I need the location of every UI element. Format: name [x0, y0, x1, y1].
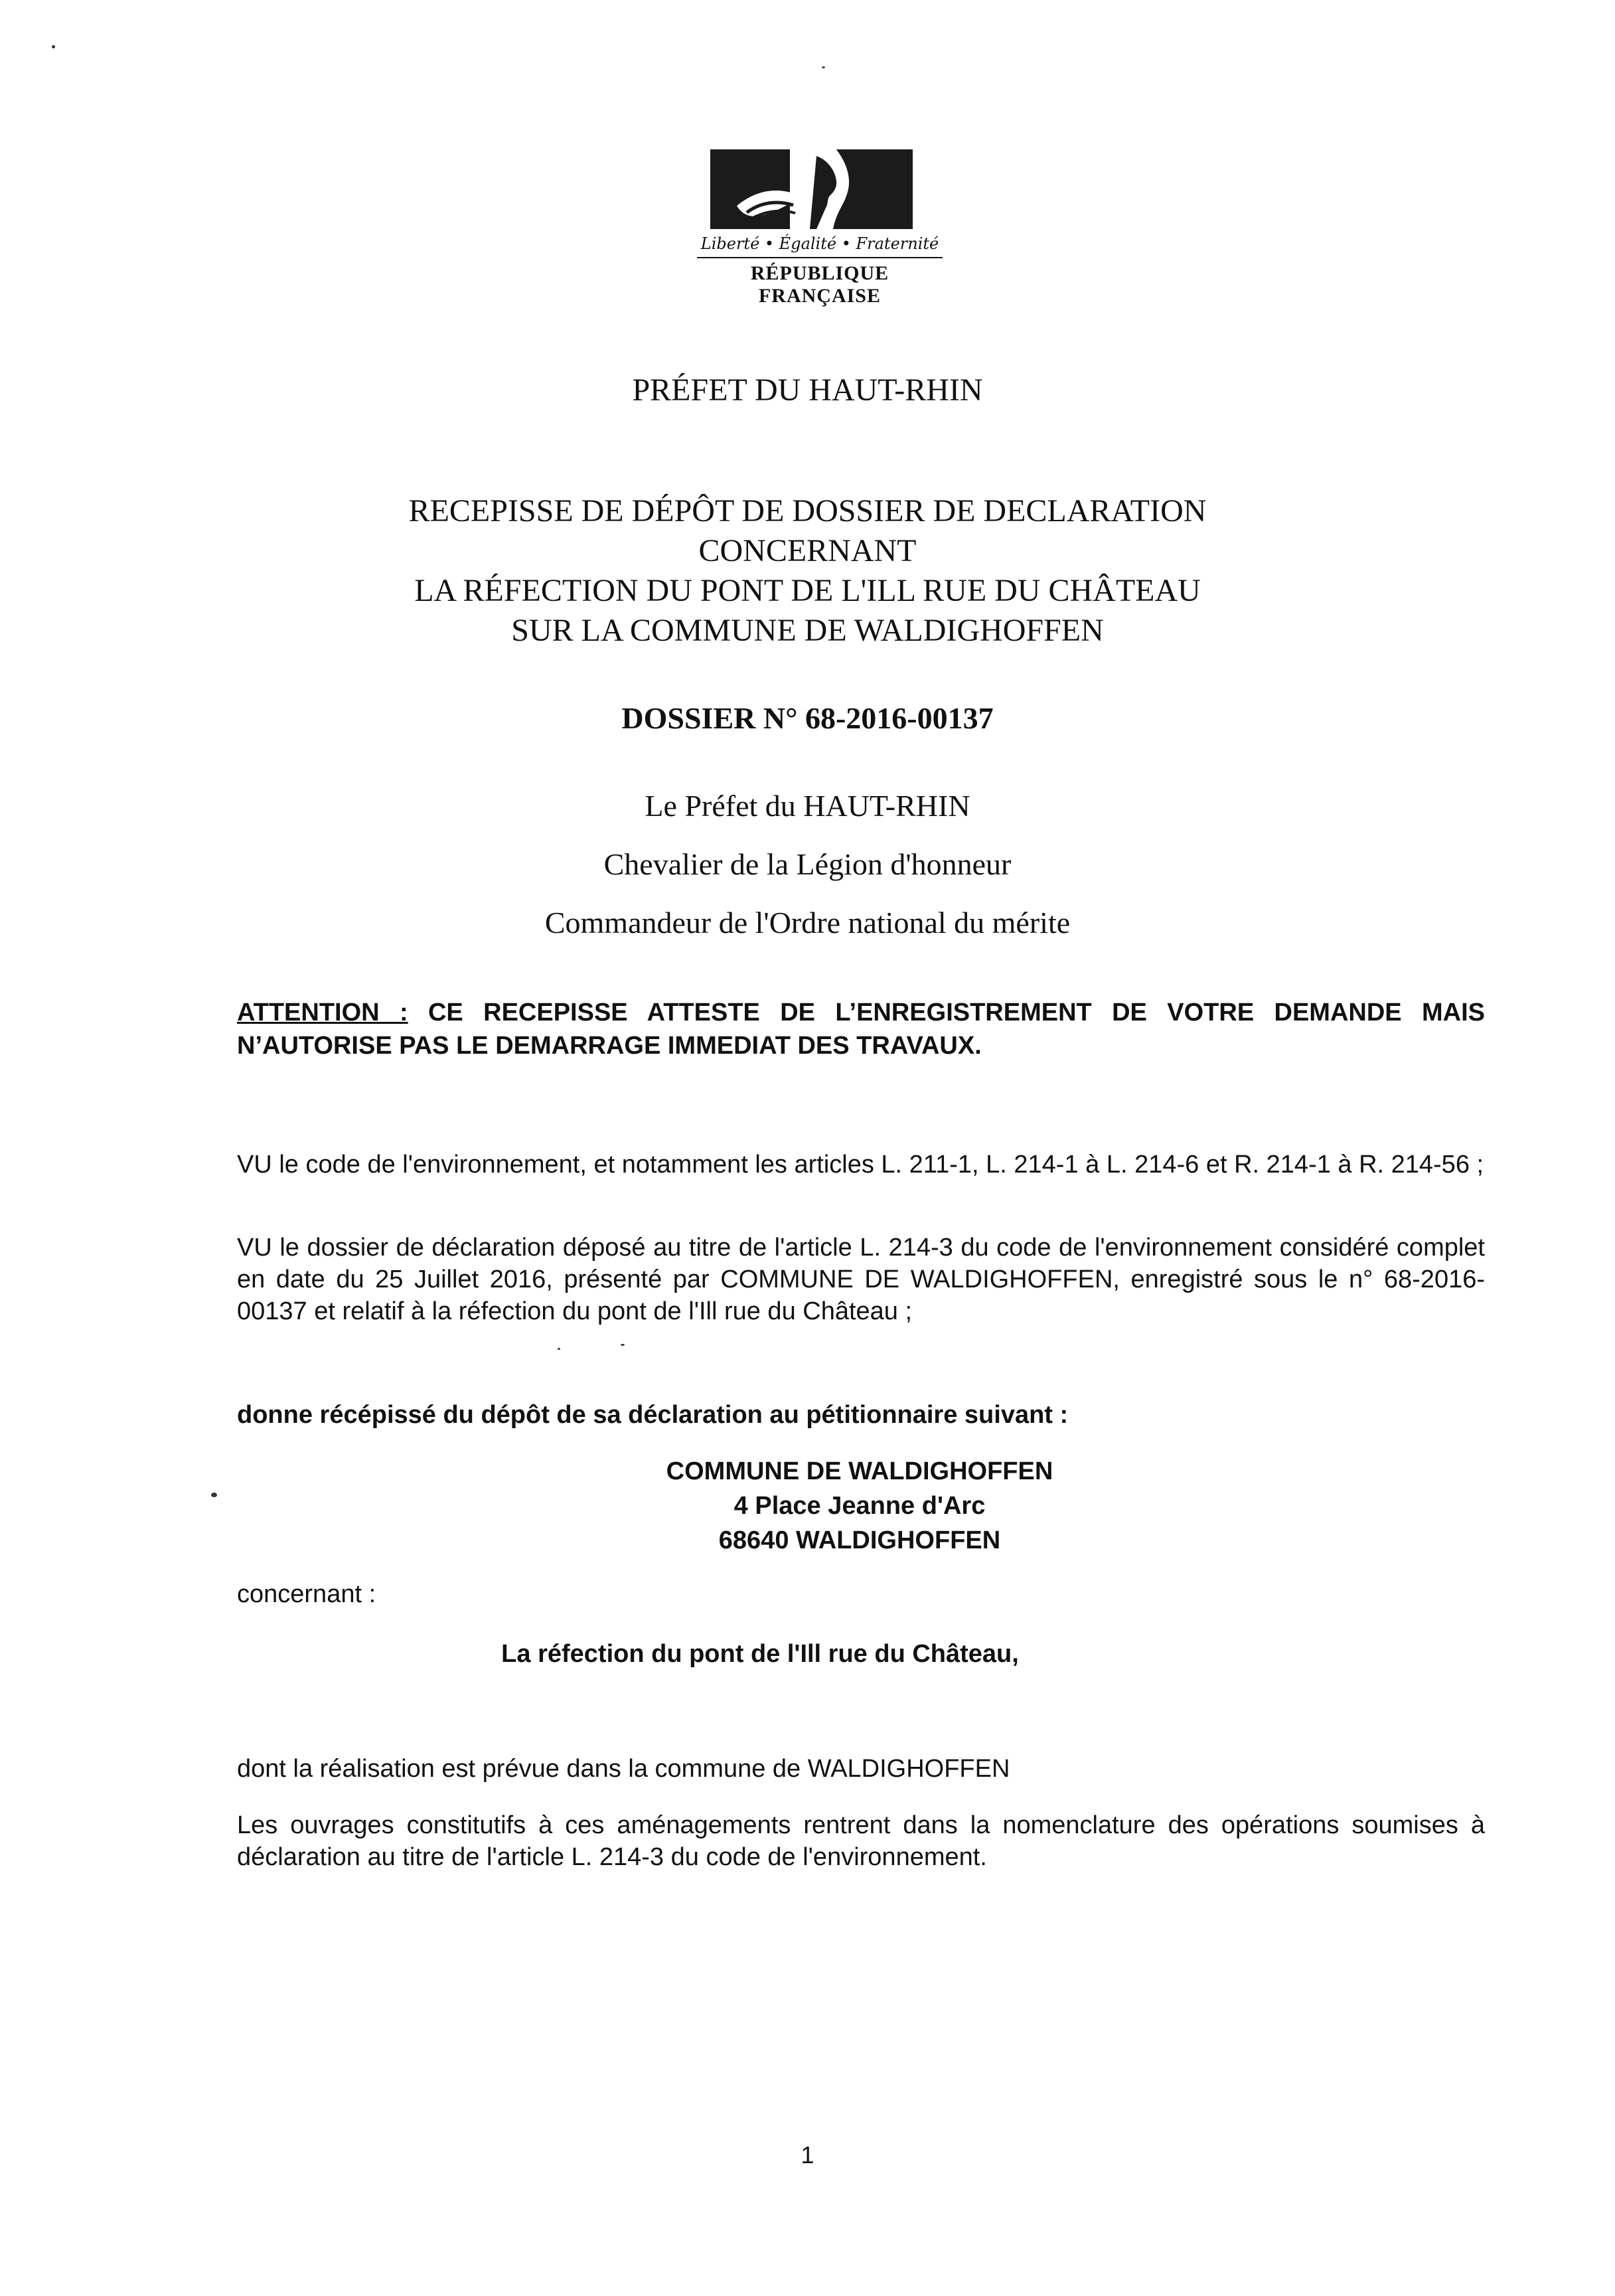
authority-block [0, 777, 1615, 952]
scan-speck [621, 1344, 625, 1346]
petitioner-city: 68640 WALDIGHOFFEN [718, 1526, 1001, 1554]
petitioner-address [0, 1454, 1615, 1558]
authority-line: Commandeur de l'Ordre national du mérite [544, 906, 1071, 940]
page-number: 1 [801, 2141, 814, 2169]
republic-name: RÉPUBLIQUE FRANÇAISE [750, 262, 889, 307]
scan-speck [822, 66, 825, 68]
attention-notice [237, 996, 1485, 1062]
vu-paragraph: VU le code de l'environnement, et notamment les articles L. 211-1, L. 214-1 à L. 214-6 et R. 214-1 à R. 214-56 ; [237, 1151, 1484, 1179]
marianne-emblem [710, 149, 913, 229]
document-title [0, 491, 1615, 651]
title-line: LA RÉFECTION DU PONT DE L'ILL RUE DU CHÂTEAU [414, 573, 1201, 608]
donne-statement: donne récépissé du dépôt de sa déclaration au pétitionnaire suivant : [237, 1401, 1069, 1429]
authority-line: Chevalier de la Légion d'honneur [603, 847, 1012, 881]
scan-speck [211, 1493, 217, 1497]
prefecture-heading: PRÉFET DU HAUT-RHIN [632, 372, 983, 408]
nomenclature-paragraph: Les ouvrages constitutifs à ces aménagements rentrent dans la nomenclature des opérations soumises à déclaration au titre de l'article L. 214-3 du code de l'environnement. [237, 1811, 1485, 1871]
republic-motto: Liberté • Égalité • Fraternité [700, 234, 939, 253]
motto-divider [697, 257, 943, 258]
attention-text: CE RECEPISSE ATTESTE DE L’ENREGISTREMENT DE VOTRE DEMANDE MAIS N’AUTORISE PAS LE DEMARRAGE IMMEDIAT DES TRAVAUX. [237, 999, 1485, 1060]
petitioner-name: COMMUNE DE WALDIGHOFFEN [666, 1457, 1053, 1485]
attention-label: ATTENTION : [237, 999, 408, 1026]
petitioner-street: 4 Place Jeanne d'Arc [733, 1492, 986, 1520]
title-line: CONCERNANT [698, 533, 917, 568]
scan-speck [52, 45, 55, 48]
concernant-label: concernant : [237, 1580, 376, 1608]
authority-line: Le Préfet du HAUT-RHIN [645, 789, 970, 823]
vu-paragraph: VU le dossier de déclaration déposé au titre de l'article L. 214-3 du code de l'environnement considéré complet en date du 25 Juillet 2016, présenté par COMMUNE DE WALDIGHOFFEN, enregistré sous le n° 68-2016-00137 et relatif à la réfection du pont de l'Ill rue du Château ; [237, 1234, 1485, 1325]
scan-speck [558, 1348, 560, 1350]
republic-logo [690, 149, 949, 307]
dossier-number: DOSSIER N° 68-2016-00137 [621, 701, 994, 735]
location-paragraph: dont la réalisation est prévue dans la commune de WALDIGHOFFEN [237, 1755, 1010, 1783]
project-object: La réfection du pont de l'Ill rue du Château, [501, 1640, 1019, 1668]
title-line: RECEPISSE DE DÉPÔT DE DOSSIER DE DECLARATION [408, 493, 1207, 529]
title-line: SUR LA COMMUNE DE WALDIGHOFFEN [511, 613, 1104, 648]
